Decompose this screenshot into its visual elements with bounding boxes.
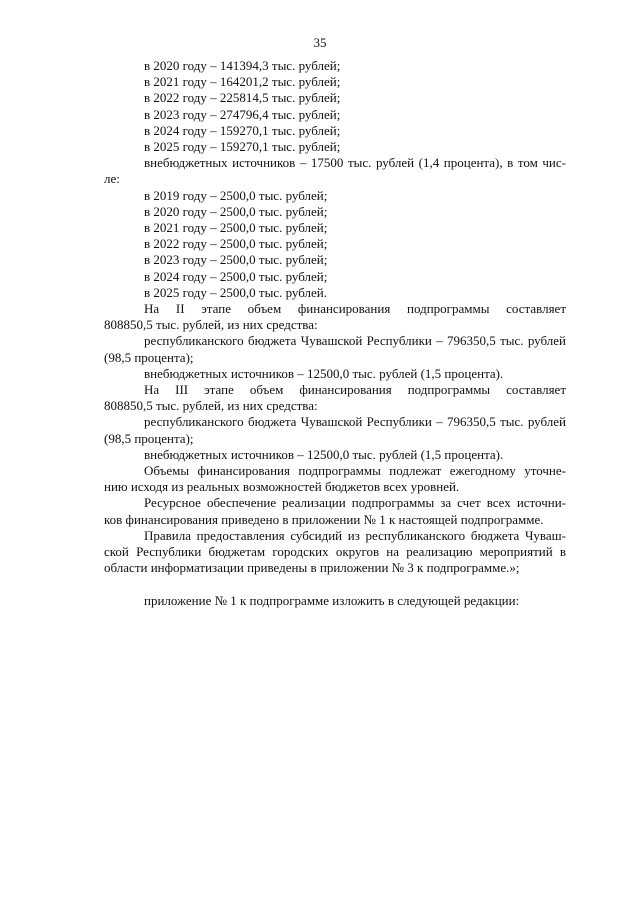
text-line: в 2022 году – 225814,5 тыс. рублей; (144, 90, 341, 106)
text-line: приложение № 1 к подпрограмме изложить в следующей редакции: (144, 592, 520, 608)
text-line: На III этапе объем финансирования подпрограммы составляет (144, 382, 566, 398)
paragraph-gap (104, 577, 566, 593)
text-line: в 2022 году – 2500,0 тыс. рублей; (144, 236, 328, 252)
text-line: Правила предоставления субсидий из республиканского бюджета Чуваш- (144, 527, 566, 543)
text-line: в 2021 году – 164201,2 тыс. рублей; (144, 74, 341, 90)
text-line: ков финансирования приведено в приложении № 1 к настоящей подпрограмме. (104, 511, 544, 527)
document-body (104, 58, 566, 609)
text-line: ле: (104, 171, 120, 187)
text-line: 808850,5 тыс. рублей, из них средства: (104, 398, 318, 414)
text-line: в 2019 году – 2500,0 тыс. рублей; (144, 187, 328, 203)
text-line: Объемы финансирования подпрограммы подлежат ежегодному уточне- (144, 463, 566, 479)
text-line: 808850,5 тыс. рублей, из них средства: (104, 317, 318, 333)
text-line: нию исходя из реальных возможностей бюджетов всех уровней. (104, 479, 460, 495)
text-line: в 2023 году – 274796,4 тыс. рублей; (144, 106, 341, 122)
text-line: в 2024 году – 2500,0 тыс. рублей; (144, 268, 328, 284)
text-line: республиканского бюджета Чувашской Республики – 796350,5 тыс. рублей (144, 333, 566, 349)
text-line: (98,5 процента); (104, 430, 194, 446)
page-number: 35 (313, 35, 327, 50)
text-line: ской Республики бюджетам городских округов на реализацию мероприятий в (104, 544, 566, 560)
text-line: в 2025 году – 2500,0 тыс. рублей. (144, 284, 327, 300)
text-line: области информатизации приведены в приложении № 3 к подпрограмме.»; (104, 560, 520, 576)
text-line: (98,5 процента); (104, 349, 194, 365)
text-line: в 2021 году – 2500,0 тыс. рублей; (144, 220, 328, 236)
text-line: внебюджетных источников – 12500,0 тыс. рублей (1,5 процента). (144, 446, 504, 462)
text-line: республиканского бюджета Чувашской Республики – 796350,5 тыс. рублей (144, 414, 566, 430)
text-line: в 2020 году – 2500,0 тыс. рублей; (144, 203, 328, 219)
text-line: в 2020 году – 141394,3 тыс. рублей; (144, 58, 341, 73)
text-line: Ресурсное обеспечение реализации подпрограммы за счет всех источни- (144, 495, 566, 511)
text-line: внебюджетных источников – 12500,0 тыс. рублей (1,5 процента). (144, 365, 504, 381)
text-line: в 2025 году – 159270,1 тыс. рублей; (144, 139, 341, 155)
text-line: внебюджетных источников – 17500 тыс. рублей (1,4 процента), в том чис- (144, 155, 566, 171)
text-line: На II этапе объем финансирования подпрограммы составляет (144, 301, 566, 317)
text-line: в 2024 году – 159270,1 тыс. рублей; (144, 122, 341, 138)
text-line: в 2023 году – 2500,0 тыс. рублей; (144, 252, 328, 268)
